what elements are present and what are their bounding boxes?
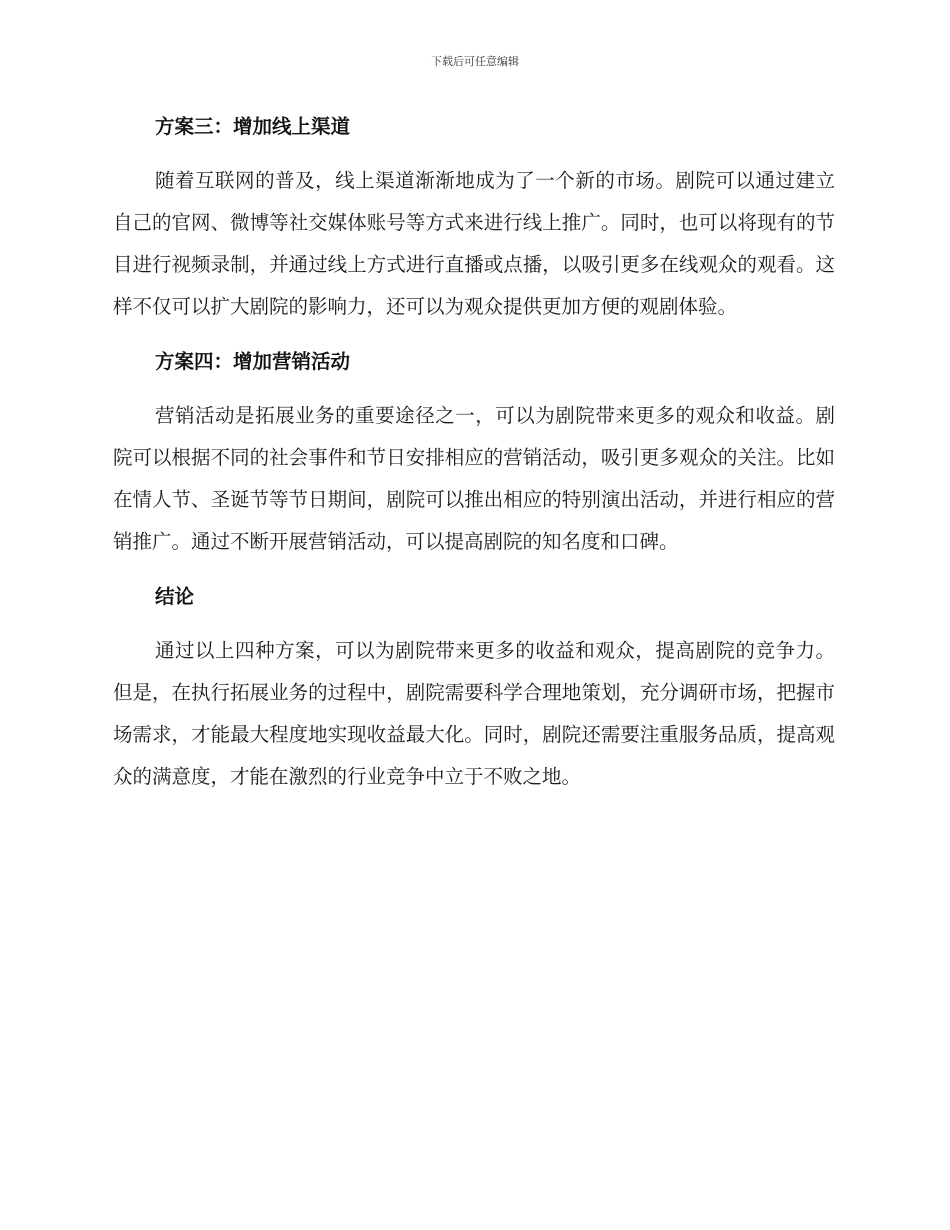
section-heading-plan-four: 方案四：增加营销活动	[155, 350, 351, 373]
section-heading-plan-three: 方案三：增加线上渠道	[155, 115, 351, 138]
document-body	[113, 106, 835, 798]
section-paragraph-plan-three: 随着互联网的普及，线上渠道渐渐地成为了一个新的市场。剧院可以通过建立自己的官网、微博等社交媒体账号等方式来进行线上推广。同时，也可以将现有的节目进行视频录制，并通过线上方式进行直播或点播，以吸引更多在线观众的观看。这样不仅可以扩大剧院的影响力，还可以为观众提供更加方便的观剧体验。	[113, 169, 835, 318]
section-paragraph-plan-four: 营销活动是拓展业务的重要途径之一，可以为剧院带来更多的观众和收益。剧院可以根据不同的社会事件和节日安排相应的营销活动，吸引更多观众的关注。比如在情人节、圣诞节等节日期间，剧院可以推出相应的特别演出活动，并进行相应的营销推广。通过不断开展营销活动，可以提高剧院的知名度和口碑。	[113, 404, 835, 553]
section-heading-conclusion: 结论	[155, 585, 195, 608]
section-paragraph-conclusion: 通过以上四种方案，可以为剧院带来更多的收益和观众，提高剧院的竞争力。但是，在执行拓展业务的过程中，剧院需要科学合理地策划，充分调研市场，把握市场需求，才能最大程度地实现收益最大化。同时，剧院还需要注重服务品质，提高观众的满意度，才能在激烈的行业竞争中立于不败之地。	[113, 639, 835, 788]
header-note: 下载后可任意编辑	[431, 55, 519, 68]
